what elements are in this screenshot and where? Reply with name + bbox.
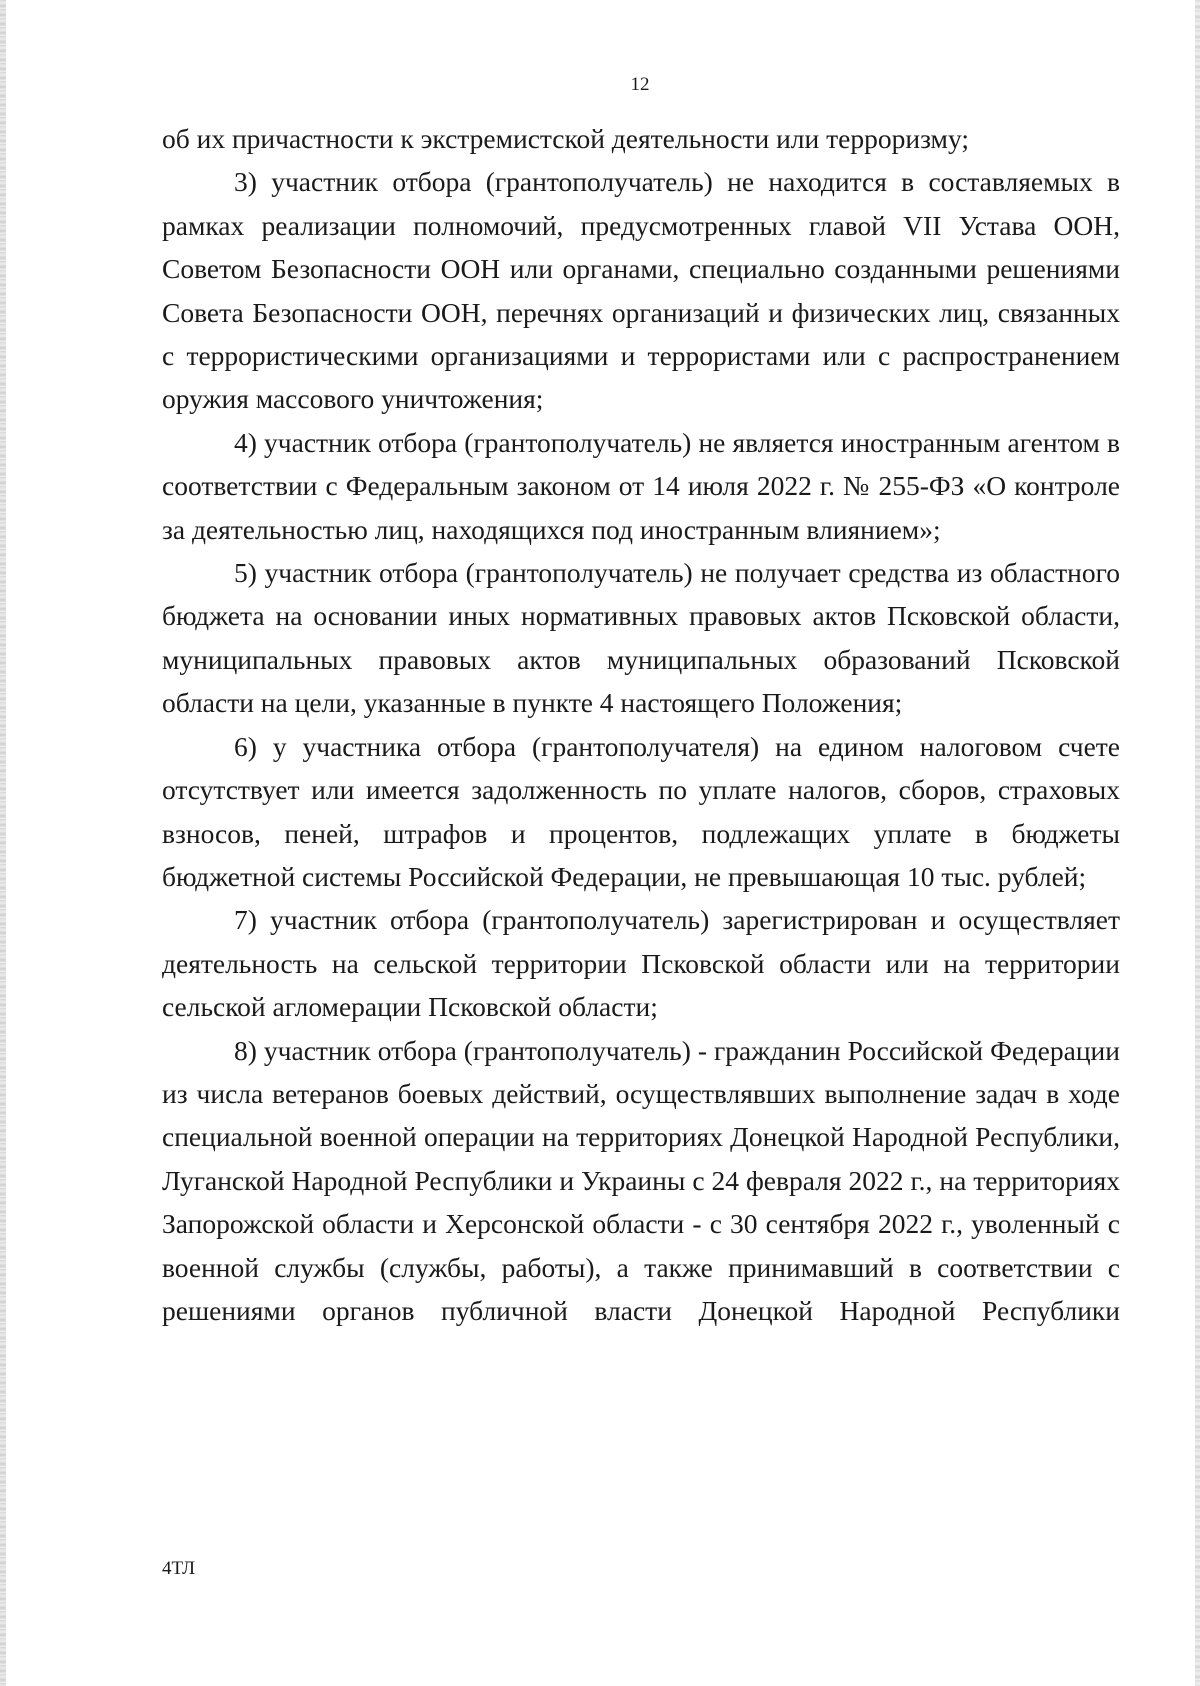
paragraph-item-8: 8) участник отбора (грантополучатель) - гражданин Российской Федерации из числа ветеранов боевых действий, осуществлявших выполнение задач в ходе специальной военной операции на территориях Донецкой Народной Республики, Луганской Народной Республики и Украины с 24 февраля 2022 г., на территориях Запорожской области и Херсонской области - с 30 сентября 2022 г., уволенный с военной службы (службы, работы), а также принимавший в соответствии с решениями органов публичной власти Донецкой Народной Республики (162, 1034, 1120, 1326)
page-number: 12 (630, 74, 650, 95)
paragraph-item-4: 4) участник отбора (грантополучатель) не является иностранным агентом в соответствии с Федеральным законом от 14 июля 2022 г. № 255-ФЗ «О контроле за деятельностью лиц, находящихся под иностранным влиянием»; (162, 426, 1120, 545)
scan-edge-left (0, 0, 6, 1686)
paragraph-item-6: 6) у участника отбора (грантополучателя) на едином налоговом счете отсутствует или имеется задолженность по уплате налогов, сборов, страховых взносов, пеней, штрафов и процентов, подлежащих уплате в бюджеты бюджетной системы Российской Федерации, не превышающая 10 тыс. рублей; (162, 730, 1120, 892)
scan-edge-right (1195, 0, 1200, 1686)
paragraph-continuation: об их причастности к экстремистской деятельности или терроризму; (162, 123, 969, 154)
paragraph-item-5: 5) участник отбора (грантополучатель) не получает средства из областного бюджета на основании иных нормативных правовых актов Псковской области, муниципальных правовых актов муниципальных образований Псковской области на цели, указанные в пункте 4 настоящего Положения; (162, 557, 1120, 719)
document-body (162, 117, 1120, 1332)
paragraph-item-3: 3) участник отбора (грантополучатель) не находится в составляемых в рамках реализации полномочий, предусмотренных главой VII Устава ООН, Советом Безопасности ООН или органами, специально созданными решениями Совета Безопасности ООН, перечнях организаций и физических лиц, связанных с террористическими организациями и террористами или с распространением оружия массового уничтожения; (162, 166, 1120, 415)
paragraph-item-7: 7) участник отбора (грантополучатель) зарегистрирован и осуществляет деятельность на сельской территории Псковской области или на территории сельской агломерации Псковской области; (162, 904, 1120, 1023)
footer-code: 4ТЛ (162, 1558, 196, 1579)
